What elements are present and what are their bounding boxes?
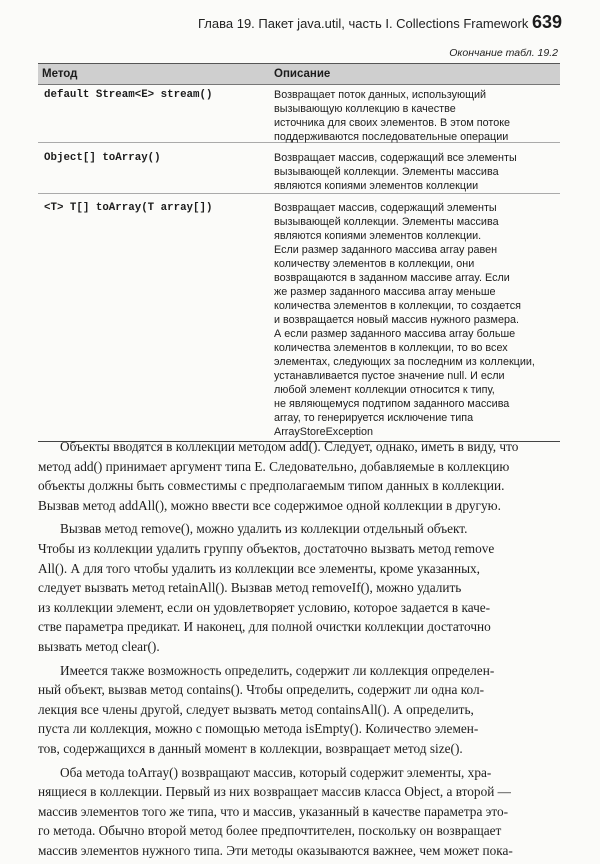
description-line: поддерживаются последовательные операции — [274, 131, 509, 143]
text-line: нящиеся в коллекции. Первый из них возвращает массив класса Object, а второй — — [38, 784, 511, 800]
text-line: метод add() принимает аргумент типа E. Следовательно, добавляемые в коллекцию — [38, 458, 510, 474]
column-header-description: Описание — [274, 68, 331, 80]
method-signature: <T> T[] toArray(T array[]) — [44, 202, 213, 214]
paragraph — [38, 661, 562, 759]
description-line: Возвращает массив, содержащий все элементы — [274, 152, 517, 164]
text-line: вызвать метод clear(). — [38, 638, 160, 654]
method-description — [270, 201, 560, 439]
description-line: количества элементов в коллекции, то во всех — [274, 342, 508, 354]
table-row — [38, 194, 560, 439]
text-line: Объекты вводятся в коллекции методом add(). Следует, однако, иметь в виду, что — [60, 439, 519, 454]
table-body — [38, 85, 560, 439]
column-header-method: Метод — [42, 68, 78, 80]
description-line: элементах, следующих за последним из коллекции, — [274, 356, 535, 368]
description-line: вызывающей коллекции. Элементы массива — [274, 216, 499, 228]
text-line: ный объект, вызвав метод contains(). Чтобы определить, содержит ли одна кол- — [38, 682, 485, 698]
description-line: array, то генерируется исключение типа — [274, 412, 474, 424]
body-text — [38, 437, 562, 864]
page-header — [0, 10, 600, 40]
description-line: Если размер заданного массива array равен — [274, 244, 498, 256]
description-line: устанавливается пустое значение null. И если — [274, 370, 505, 382]
description-line: являются копиями элементов коллекции — [274, 180, 479, 192]
description-line: количества элементов в коллекции, то создается — [274, 300, 521, 312]
description-line: источника для своих элементов. В этом потоке — [274, 117, 511, 129]
description-line: ArrayStoreException — [274, 426, 374, 438]
text-line: Чтобы из коллекции удалить группу объектов, достаточно вызвать метод remove — [38, 540, 495, 556]
text-line: стве параметра предикат. И наконец, для полной очистки коллекции достаточно — [38, 619, 491, 635]
text-line: го метода. Обычно второй метод более предпочтителен, поскольку он возвращает — [38, 823, 502, 839]
table-caption: Окончание табл. 19.2 — [449, 47, 558, 59]
description-line: и возвращается новый массив нужного размера. — [274, 314, 519, 326]
description-line: количеству элементов в коллекции, они — [274, 258, 475, 270]
description-line: Возвращает массив, содержащий элементы — [274, 202, 497, 214]
description-line: возвращаются в заданном массиве array. Если — [274, 272, 510, 284]
description-line: не являющемуся подтипом заданного массива — [274, 398, 510, 410]
text-line: Вызвав метод addAll(), можно ввести все содержимое одной коллекции в другую. — [38, 497, 501, 513]
description-line: любой элемент коллекции относится к типу, — [274, 384, 495, 396]
text-line: All(). А для того чтобы удалить из коллекции все элементы, кроме указанных, — [38, 560, 481, 576]
text-line: Оба метода toArray() возвращают массив, который содержит элементы, хра- — [60, 764, 492, 780]
paragraph — [38, 763, 562, 861]
text-line: лекция все члены другой, следует вызвать метод containsAll(). А определить, — [38, 701, 474, 717]
text-line: Имеется также возможность определить, содержит ли коллекция определен- — [60, 662, 495, 678]
description-line: же размер заданного массива array меньше — [274, 286, 496, 298]
method-signature: Object[] toArray() — [44, 152, 161, 164]
text-line: массив элементов нужного типа. Эти методы оказываются важнее, чем может пока- — [38, 842, 513, 858]
method-description — [270, 88, 560, 142]
page-number: 639 — [532, 12, 563, 32]
table-row — [38, 85, 560, 143]
description-line: вызывающую коллекцию в качестве — [274, 103, 456, 115]
text-line: пуста ли коллекция, можно с помощью метода isEmpty(). Количество элемен- — [38, 721, 479, 737]
paragraph — [38, 437, 562, 515]
text-line: объекты должны быть совместимы с предполагаемым типом данных в коллекции. — [38, 478, 505, 494]
text-line: тов, содержащихся в данный момент в коллекции, возвращает метод size(). — [38, 740, 463, 756]
method-signature: default Stream<E> stream() — [44, 89, 213, 101]
methods-table — [38, 63, 560, 442]
text-line: массив элементов того же типа, что и массив, указанный в качестве параметра это- — [38, 803, 509, 819]
description-line: являются копиями элементов коллекции. — [274, 230, 482, 242]
description-line: А если размер заданного массива array больше — [274, 328, 516, 340]
method-description — [270, 151, 560, 193]
table-header — [38, 64, 560, 85]
chapter-title: Глава 19. Пакет java.util, часть I. Collections Framework — [198, 16, 529, 31]
table-row — [38, 146, 560, 194]
text-line: Вызвав метод remove(), можно удалить из коллекции отдельный объект. — [60, 521, 468, 537]
paragraph — [38, 519, 562, 656]
description-line: Возвращает поток данных, использующий — [274, 89, 487, 101]
description-line: вызывающей коллекции. Элементы массива — [274, 166, 499, 178]
text-line: следует вызвать метод retainAll(). Вызвав метод removeIf(), можно удалить — [38, 580, 462, 596]
text-line: из коллекции элемент, если он удовлетворяет условию, которое задается в каче- — [38, 599, 491, 615]
